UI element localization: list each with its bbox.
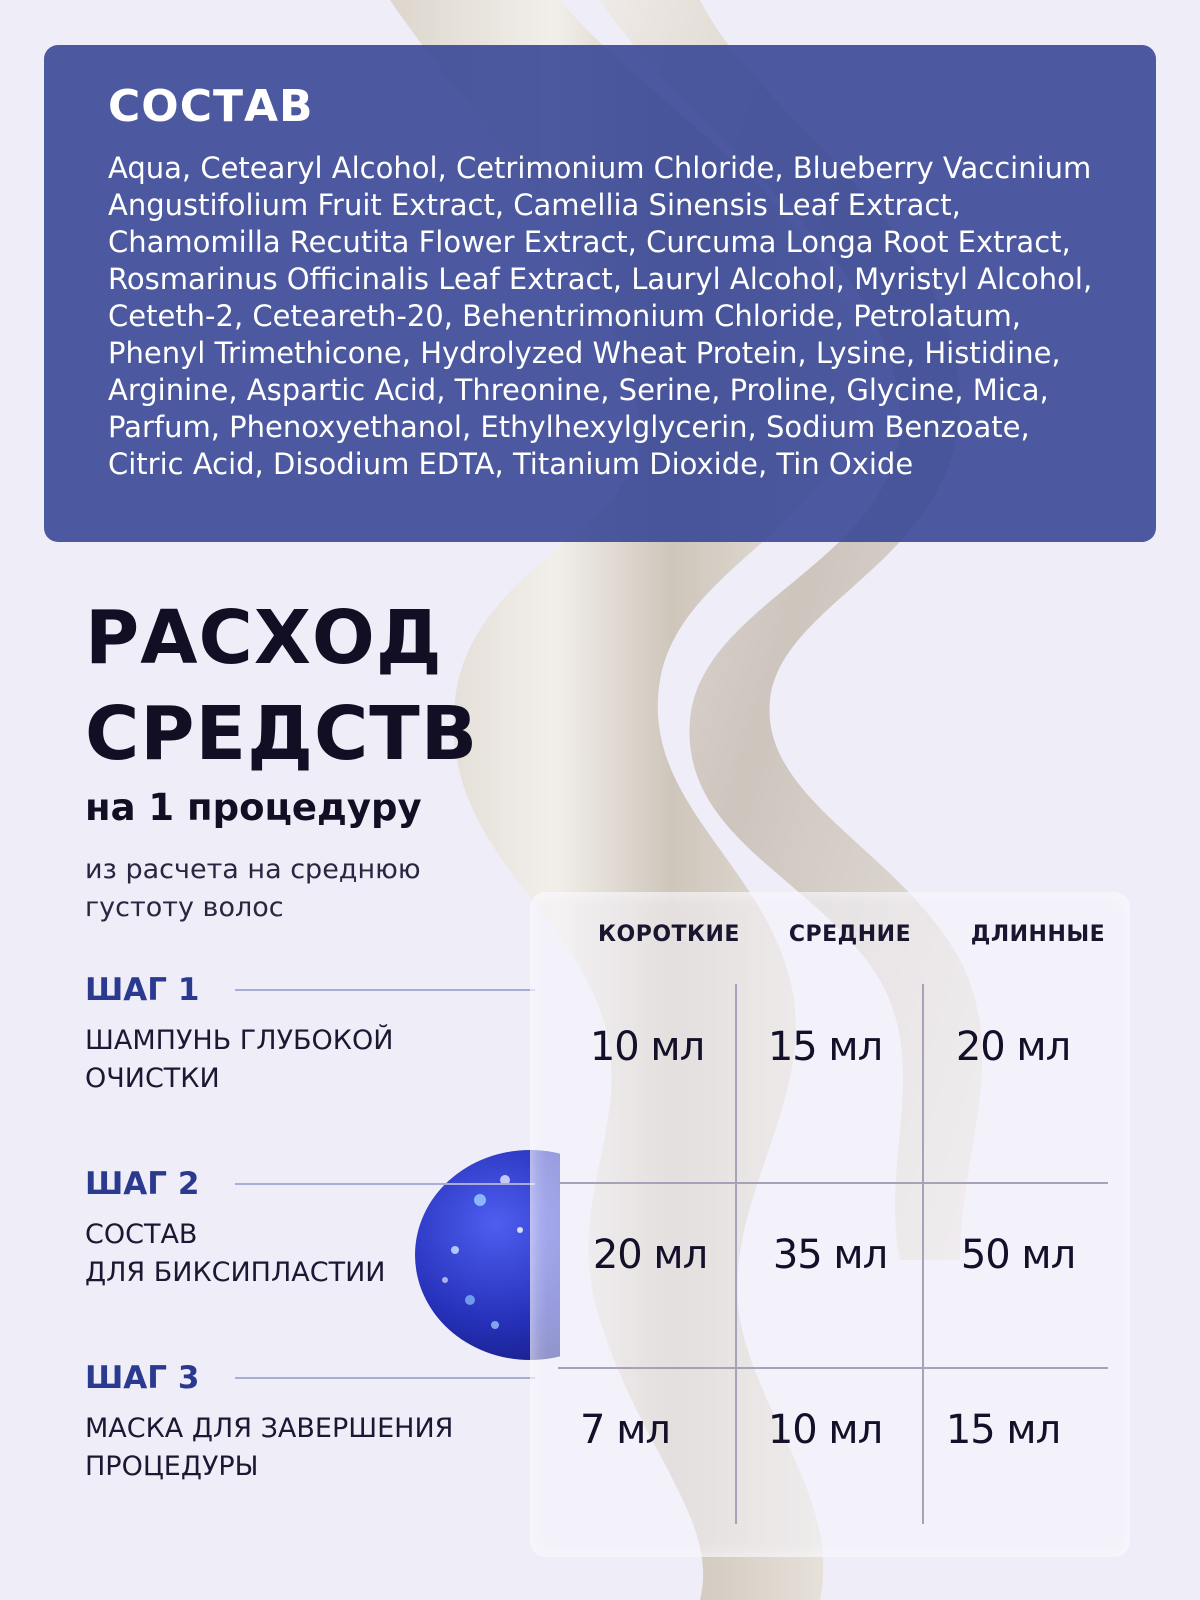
- note-line-1: из расчета на среднюю: [85, 854, 421, 885]
- col-header-long: ДЛИННЫЕ: [970, 922, 1106, 947]
- step-3-desc-line-1: МАСКА ДЛЯ ЗАВЕРШЕНИЯ: [85, 1413, 454, 1444]
- step-2-desc: [85, 1216, 535, 1292]
- table-cell: 10 мл: [589, 1024, 705, 1070]
- table-divider-h2: [558, 1367, 1108, 1369]
- table-cell: 10 мл: [767, 1407, 883, 1453]
- table-divider-h1: [558, 1182, 1108, 1184]
- consumption-table: [530, 892, 1130, 1557]
- ingredients-text: Aqua, Cetearyl Alcohol, Cetrimonium Chloride, Blueberry Vaccinium Angustifolium Fruit Extract, Camellia Sinensis Leaf Extract, Chamomilla Recutita Flower Extract, Curcuma Longa Root Extract, Rosmarinus Officinalis Leaf Extract, Lauryl Alcohol, Myristyl Alcohol, Ceteth-2, Ceteareth-20, Behentrimonium Chloride, Petrolatum, Phenyl Trimethicone, Hydrolyzed Wheat Protein, Lysine, Histidine, Arginine, Aspartic Acid, Threonine, Serine, Proline, Glycine, Mica, Parfum, Phenoxyethanol, Ethylhexylglycerin, Sodium Benzoate, Citric Acid, Disodium EDTA, Titanium Dioxide, Tin Oxide: [108, 151, 1093, 481]
- table-cell: 20 мл: [955, 1024, 1071, 1070]
- step-2-desc-line-2: ДЛЯ БИКСИПЛАСТИИ: [85, 1257, 386, 1288]
- step-2: [85, 1166, 535, 1292]
- table-cell: 35 мл: [772, 1232, 888, 1278]
- table-cell: 15 мл: [767, 1024, 883, 1070]
- step-3-desc: [85, 1410, 535, 1486]
- step-3-desc-line-2: ПРОЦЕДУРЫ: [85, 1451, 259, 1482]
- consumption-header: [85, 590, 525, 927]
- step-2-desc-line-1: СОСТАВ: [85, 1219, 198, 1250]
- col-header-short: КОРОТКИЕ: [598, 922, 740, 947]
- step-3-divider: [235, 1377, 535, 1379]
- step-1-title: ШАГ 1: [85, 972, 200, 1008]
- step-3-title: ШАГ 3: [85, 1360, 200, 1396]
- page-subtitle: на 1 процедуру: [85, 786, 422, 829]
- title-line-2: СРЕДСТВ: [85, 691, 479, 777]
- step-3: [85, 1360, 535, 1486]
- step-2-divider: [235, 1183, 535, 1185]
- density-note: [85, 851, 525, 927]
- step-1-desc-line-1: ШАМПУНЬ ГЛУБОКОЙ: [85, 1025, 394, 1056]
- note-line-2: густоту волос: [85, 892, 284, 923]
- table-cell: 20 мл: [592, 1232, 708, 1278]
- table-cell: 15 мл: [945, 1407, 1061, 1453]
- step-1-desc: [85, 1022, 535, 1098]
- table-cell: 7 мл: [580, 1407, 670, 1453]
- title-line-1: РАСХОД: [85, 595, 443, 681]
- step-1-desc-line-2: ОЧИСТКИ: [85, 1063, 220, 1094]
- step-2-title: ШАГ 2: [85, 1166, 200, 1202]
- step-1-divider: [235, 989, 535, 991]
- table-cell: 50 мл: [960, 1232, 1076, 1278]
- step-1: [85, 972, 535, 1098]
- col-header-medium: СРЕДНИЕ: [788, 922, 912, 947]
- ingredients-title: СОСТАВ: [108, 81, 314, 132]
- page-title: [85, 590, 525, 782]
- ingredients-panel: [44, 45, 1156, 542]
